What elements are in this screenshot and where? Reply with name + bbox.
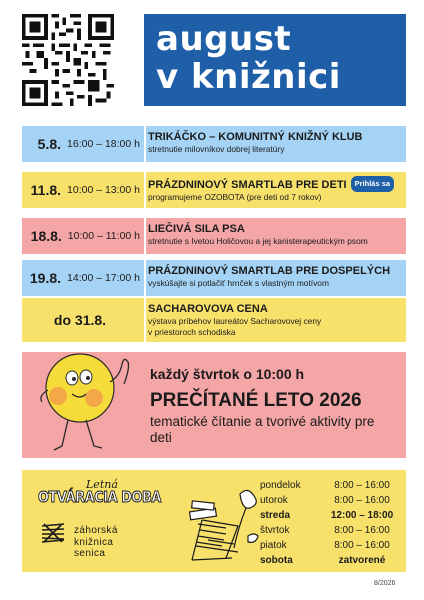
hours-row <box>260 493 402 508</box>
hours-day: utorok <box>260 495 288 506</box>
opening-hours-title <box>38 478 178 512</box>
hours-time: zatvorené <box>338 555 386 566</box>
event-name: SACHAROVOVA CENA <box>148 303 268 315</box>
library-logo-icon <box>40 522 66 544</box>
event-date: 5.8. <box>37 136 62 152</box>
summer-script-label: Letná <box>86 478 118 491</box>
event-time: 10:00 – 13:00 h <box>67 184 140 196</box>
event-row <box>22 260 406 296</box>
issue-number: 8/2026 <box>374 580 396 587</box>
event-name-text: PRÁZDNINOVÝ SMARTLAB PRE DETI <box>148 179 347 191</box>
title-line-1: august <box>156 19 292 59</box>
hours-time: 8:00 – 16:00 <box>334 495 390 506</box>
event-time: 16:00 – 18:00 h <box>67 138 140 150</box>
title-line-2: v knižnici <box>156 57 341 97</box>
event-subtitle: stretnutie milovníkov dobrej literatúry <box>148 144 285 154</box>
event-subtitle: vyskúšajte si potlačiť hrnček s vlastným motívom <box>148 278 329 288</box>
event-row <box>22 298 406 342</box>
event-desc-cell <box>146 260 406 296</box>
event-subtitle: programujeme OZOBOTA (pre deti od 7 rokov) <box>148 192 322 202</box>
hours-day: piatok <box>260 540 287 551</box>
register-badge[interactable]: Prihlás sa <box>351 176 394 192</box>
event-row <box>22 218 406 254</box>
title-banner <box>144 14 406 106</box>
hours-time: 8:00 – 16:00 <box>334 525 390 536</box>
hours-day: streda <box>260 510 291 521</box>
library-name-line: senica <box>74 548 106 559</box>
event-desc-cell <box>146 298 406 342</box>
qr-code[interactable] <box>22 14 114 106</box>
hours-day: sobota <box>260 555 293 566</box>
event-desc-cell <box>146 172 406 208</box>
event-date: 11.8. <box>30 182 62 198</box>
event-date-cell <box>22 298 144 342</box>
library-name <box>74 525 118 560</box>
hours-row <box>260 508 402 523</box>
hours-row <box>260 553 402 568</box>
reading-headline: PREČÍTANÉ LETO 2026 <box>150 390 362 411</box>
event-name <box>148 176 402 192</box>
hours-row <box>260 478 402 493</box>
event-date: 19.8. <box>29 270 62 286</box>
event-name: LIEČIVÁ SILA PSA <box>148 223 245 235</box>
reading-description: tematické čítanie a tvorivé aktivity pre deti <box>150 414 375 445</box>
event-subtitle: výstava príbehov laureátov Sacharovovej ceny <box>148 316 322 326</box>
reading-program-box <box>22 352 406 458</box>
reading-schedule: každý štvrtok o 10:00 h <box>150 366 305 382</box>
library-name-line: záhorská <box>74 525 118 536</box>
hours-time: 12:00 – 18:00 <box>330 510 394 521</box>
library-name-line: knižnica <box>74 536 114 548</box>
hours-row <box>260 523 402 538</box>
hours-time: 8:00 – 16:00 <box>334 540 390 551</box>
opening-hours-table <box>260 478 402 568</box>
event-date-cell <box>22 172 144 208</box>
event-date-cell <box>22 218 144 254</box>
event-row <box>22 172 406 208</box>
hours-day: štvrtok <box>260 525 290 536</box>
event-name: PRÁZDNINOVÝ SMARTLAB PRE DOSPELÝCH <box>148 265 391 277</box>
event-subtitle: stretnutie s Ivetou Holičovou a jej kanisterapeutickým psom <box>148 236 368 246</box>
event-date-cell <box>22 126 144 162</box>
hours-row <box>260 538 402 553</box>
hours-time: 8:00 – 16:00 <box>334 480 390 491</box>
opening-hours-heading: OTVÁRACIA DOBA <box>38 488 161 506</box>
event-time: 14:00 – 17:00 h <box>67 272 140 284</box>
event-date: 18.8. <box>30 228 62 244</box>
event-name: TRIKÁČKO – KOMUNITNÝ KNIŽNÝ KLUB <box>148 131 363 143</box>
opening-hours-box <box>22 470 406 572</box>
sun-character-icon <box>32 348 154 460</box>
event-date-cell <box>22 260 144 296</box>
beach-chair-icon <box>162 480 272 568</box>
event-desc-cell <box>146 126 406 162</box>
event-date: do 31.8. <box>53 312 107 328</box>
event-time: 10:00 – 11:00 h <box>67 230 140 242</box>
hours-day: pondelok <box>260 480 301 491</box>
event-subtitle: v priestoroch schodiska <box>148 327 236 337</box>
event-row <box>22 126 406 162</box>
event-desc-cell <box>146 218 406 254</box>
